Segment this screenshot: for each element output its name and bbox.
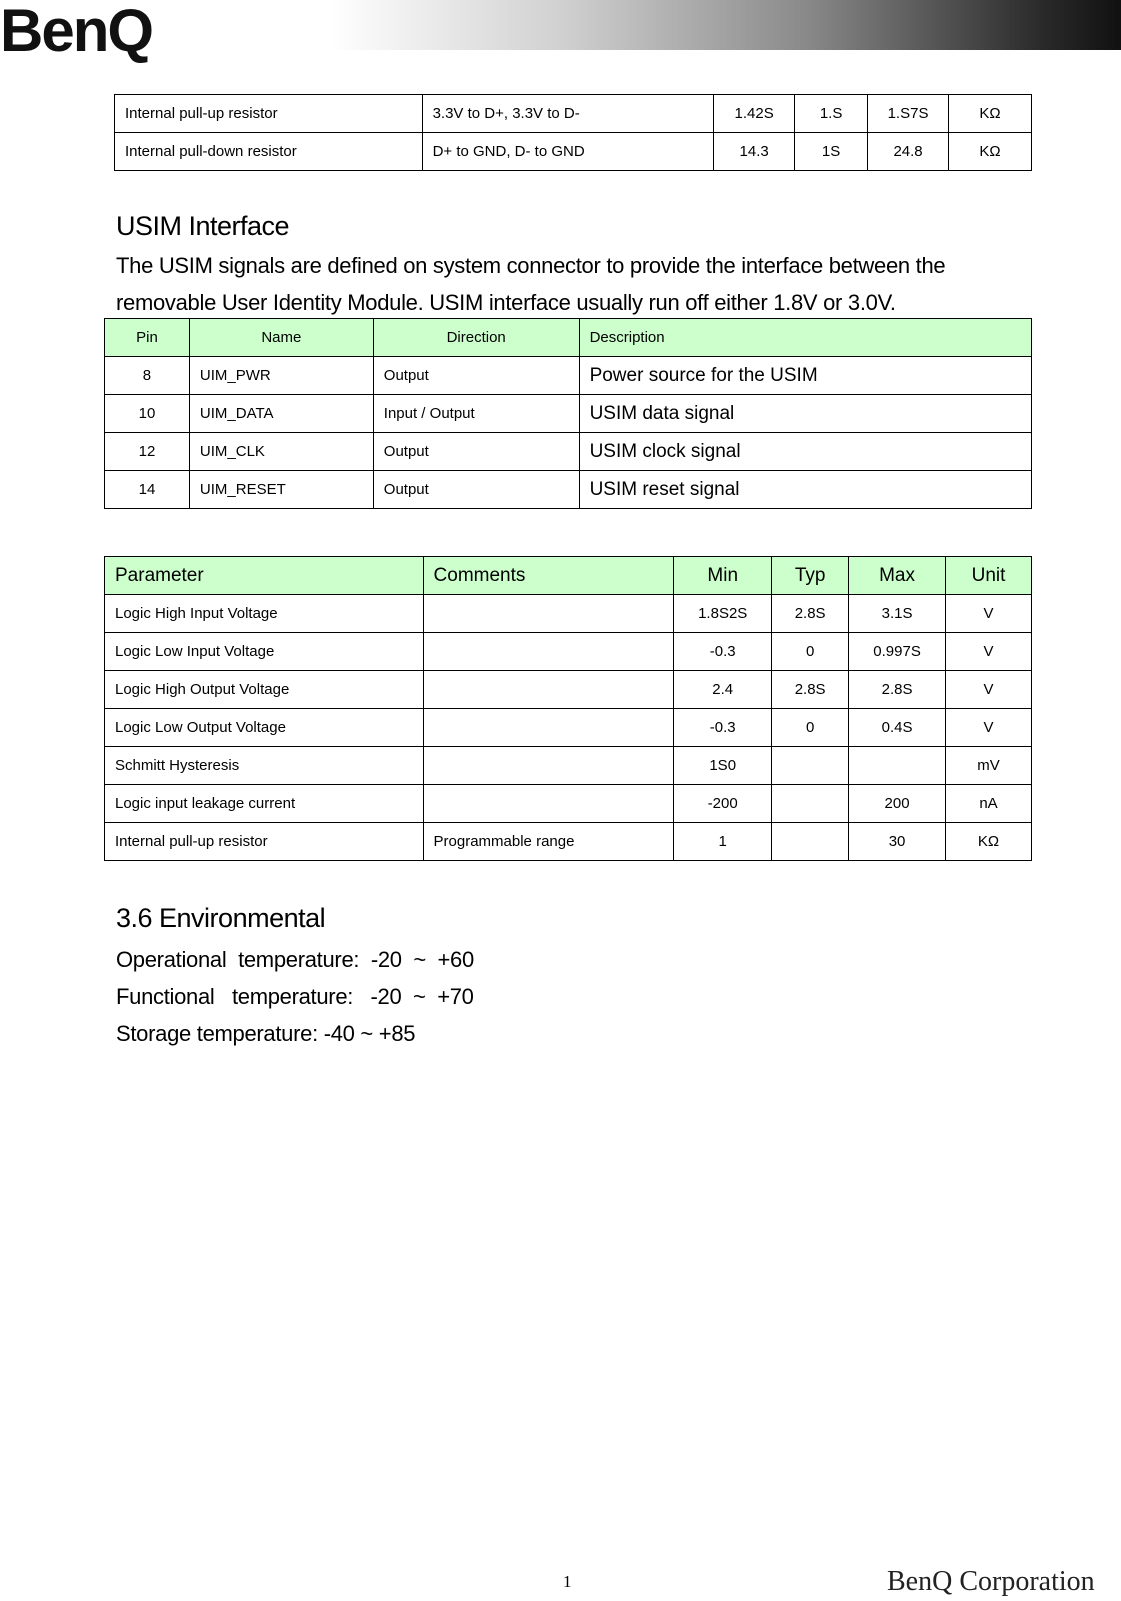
table-row: 8 UIM_PWR Output Power source for the USIM: [105, 357, 1032, 395]
usim-pin-table: [104, 318, 1032, 509]
benq-logo: BenQ: [0, 0, 153, 64]
table-row: Logic Low Input Voltage -0.3 0 0.997S V: [105, 633, 1032, 671]
usim-paragraph: The USIM signals are defined on system connector to provide the interface between the removable User Identity Module. USIM interface usually run off either 1.8V or 3.0V.: [116, 253, 946, 315]
table-row: Schmitt Hysteresis 1S0 mV: [105, 747, 1032, 785]
header-gradient-bar: [330, 0, 1121, 50]
table-row: Internal pull-down resistor D+ to GND, D- to GND 14.3 1S 24.8 KΩ: [115, 133, 1032, 171]
table-row: 14 UIM_RESET Output USIM reset signal: [105, 471, 1032, 509]
table-row: Logic High Output Voltage 2.4 2.8S 2.8S V: [105, 671, 1032, 709]
company-footer: BenQ Corporation: [887, 1566, 1095, 1597]
table-row: Logic Low Output Voltage -0.3 0 0.4S V: [105, 709, 1032, 747]
usim-section-title: USIM Interface: [116, 211, 290, 241]
storage-temperature: Storage temperature: -40 ~ +85: [116, 1021, 416, 1046]
resistor-table: [114, 94, 1032, 171]
table-row: Logic High Input Voltage 1.8S2S 2.8S 3.1S V: [105, 595, 1032, 633]
functional-temperature: Functional temperature: -20 ~ +70: [116, 984, 474, 1009]
table-row: Internal pull-up resistor Programmable range 1 30 KΩ: [105, 823, 1032, 861]
table-header-row: Pin Name Direction Description: [105, 319, 1032, 357]
table-row: Logic input leakage current -200 200 nA: [105, 785, 1032, 823]
table-row: 10 UIM_DATA Input / Output USIM data signal: [105, 395, 1032, 433]
usim-parameter-table: [104, 556, 1032, 861]
table-row: Internal pull-up resistor 3.3V to D+, 3.3V to D- 1.42S 1.S 1.S7S KΩ: [115, 95, 1032, 133]
operational-temperature: Operational temperature: -20 ~ +60: [116, 947, 474, 972]
page-number: 1: [563, 1572, 572, 1591]
table-row: 12 UIM_CLK Output USIM clock signal: [105, 433, 1032, 471]
environmental-section-title: 3.6 Environmental: [116, 903, 326, 933]
table-header-row: Parameter Comments Min Typ Max Unit: [105, 557, 1032, 595]
